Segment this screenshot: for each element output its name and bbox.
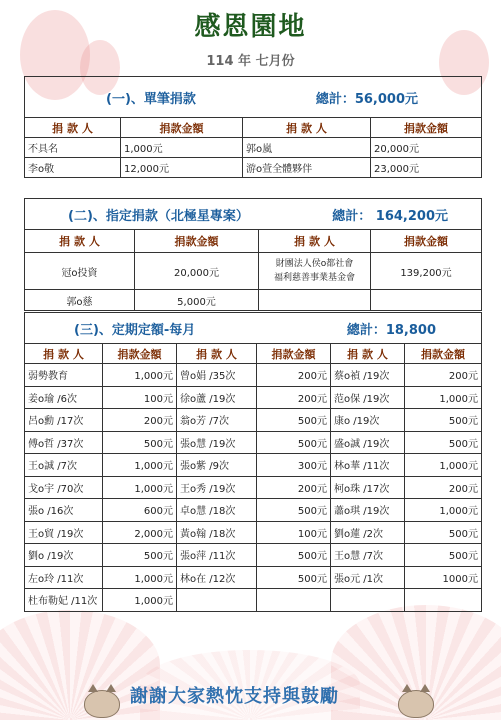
empty-cell (405, 589, 482, 612)
donation-amount: 500元 (405, 409, 482, 432)
donor-name: 呂o勳 /17次 (25, 409, 103, 432)
column-header: 捐 款 人 (25, 118, 121, 138)
column-header: 捐 款 人 (25, 230, 135, 253)
donation-amount: 1,000元 (121, 138, 243, 158)
donation-amount: 1,000元 (405, 499, 482, 522)
donation-amount: 200元 (257, 476, 331, 499)
empty-cell (371, 290, 482, 311)
donor-name: 徐o蘆 /19次 (177, 386, 257, 409)
donation-amount: 500元 (405, 544, 482, 567)
donation-amount: 1,000元 (405, 386, 482, 409)
table-row (25, 386, 482, 409)
column-header: 捐款金額 (371, 118, 482, 138)
table-row (25, 589, 482, 612)
donation-amount: 1,000元 (103, 589, 177, 612)
donation-amount: 1,000元 (405, 454, 482, 477)
section-designated-donations (24, 198, 482, 311)
donor-name: 張o慧 /19次 (177, 431, 257, 454)
donation-amount: 500元 (103, 431, 177, 454)
column-header: 捐款金額 (121, 118, 243, 138)
table-header-row (25, 230, 482, 253)
donation-amount: 200元 (257, 364, 331, 387)
empty-cell (331, 589, 405, 612)
donor-name: 王o誠 /7次 (25, 454, 103, 477)
donor-name: 傅o哲 /37次 (25, 431, 103, 454)
table-row (25, 476, 482, 499)
donation-amount: 1000元 (405, 566, 482, 589)
donor-name: 張o紫 /9次 (177, 454, 257, 477)
donation-amount: 500元 (257, 499, 331, 522)
donor-name: 戈o宇 /70次 (25, 476, 103, 499)
table-row (25, 290, 482, 311)
table-row (25, 521, 482, 544)
donor-name: 張o /16次 (25, 499, 103, 522)
donor-name: 黃o翰 /18次 (177, 521, 257, 544)
donation-amount: 1,000元 (103, 454, 177, 477)
donation-amount: 20,000元 (371, 138, 482, 158)
donor-name: 劉o /19次 (25, 544, 103, 567)
donation-amount: 500元 (257, 566, 331, 589)
donor-name: 不具名 (25, 138, 121, 158)
donation-amount: 500元 (103, 544, 177, 567)
donation-amount: 12,000元 (121, 158, 243, 178)
donor-name: 左o玲 /11次 (25, 566, 103, 589)
table-row (25, 454, 482, 477)
donation-amount: 1,000元 (103, 476, 177, 499)
section-title: (三)、定期定額-每月 (74, 322, 196, 338)
table-row (25, 138, 482, 158)
table-row (25, 253, 482, 290)
donor-name: 冠o投資 (25, 253, 135, 290)
empty-cell (259, 290, 371, 311)
table-row (25, 364, 482, 387)
donor-name: 李o敬 (25, 158, 121, 178)
page-title: 感恩園地 (194, 12, 307, 42)
donation-amount: 200元 (103, 409, 177, 432)
table-header-row (25, 118, 482, 138)
cat-illustration (398, 690, 434, 718)
donor-name: 蔡o禎 /19次 (331, 364, 405, 387)
donor-name: 郭o慈 (25, 290, 135, 311)
donor-name-line: 福利慈善事業基金會 (273, 273, 355, 283)
donor-name: 王o秀 /19次 (177, 476, 257, 499)
donation-amount: 139,200元 (371, 253, 482, 290)
donor-name: 盛o誠 /19次 (331, 431, 405, 454)
donation-amount: 5,000元 (135, 290, 259, 311)
section-total: 總計：56,000元 (315, 91, 418, 107)
donor-name: 康o /19次 (331, 409, 405, 432)
donor-name: 游o萱全體夥伴 (243, 158, 371, 178)
donation-amount: 200元 (257, 386, 331, 409)
donation-amount: 100元 (103, 386, 177, 409)
donation-amount: 500元 (257, 409, 331, 432)
column-header: 捐款金額 (405, 344, 482, 364)
page-subtitle: 114 年 七月份 (206, 54, 295, 69)
donor-name: 翁o芳 /7次 (177, 409, 257, 432)
donation-amount: 2,000元 (103, 521, 177, 544)
table-row (25, 409, 482, 432)
donor-name: 柯o珠 /17次 (331, 476, 405, 499)
column-header: 捐 款 人 (331, 344, 405, 364)
column-header: 捐 款 人 (25, 344, 103, 364)
donor-name-line: 財團法人侯o都社會 (275, 259, 354, 269)
donation-amount: 200元 (405, 476, 482, 499)
table-row (25, 499, 482, 522)
donor-name: 卓o慧 /18次 (177, 499, 257, 522)
donation-amount: 1,000元 (103, 566, 177, 589)
table-row (25, 544, 482, 567)
donor-name (259, 253, 371, 290)
section-single-donations (24, 76, 482, 178)
table-row (25, 431, 482, 454)
column-header: 捐 款 人 (177, 344, 257, 364)
donor-name: 劉o蓮 /2次 (331, 521, 405, 544)
column-header: 捐款金額 (103, 344, 177, 364)
table-row (25, 158, 482, 178)
section-title: (二)、指定捐款（北極星專案） (68, 208, 249, 224)
column-header: 捐 款 人 (243, 118, 371, 138)
table-header-row (25, 344, 482, 364)
section-total: 總計： 164,200元 (332, 208, 448, 224)
footer-banner (0, 676, 501, 720)
donation-amount: 20,000元 (135, 253, 259, 290)
donation-amount: 600元 (103, 499, 177, 522)
column-header: 捐款金額 (135, 230, 259, 253)
section-monthly-donations (24, 312, 482, 612)
section-title: (一)、單筆捐款 (106, 91, 196, 107)
donor-name: 王o貿 /19次 (25, 521, 103, 544)
donation-amount: 100元 (257, 521, 331, 544)
donation-amount: 500元 (257, 431, 331, 454)
donor-name: 王o慧 /7次 (331, 544, 405, 567)
empty-cell (177, 589, 257, 612)
donor-name: 張o元 /1次 (331, 566, 405, 589)
donation-amount: 23,000元 (371, 158, 482, 178)
donation-amount: 500元 (257, 544, 331, 567)
donor-name: 曾o娟 /35次 (177, 364, 257, 387)
donor-name: 張o萍 /11次 (177, 544, 257, 567)
donor-name: 弱勢教育 (25, 364, 103, 387)
donor-name: 林o華 /11次 (331, 454, 405, 477)
thank-you-message: 謝謝大家熱忱支持與鼓勵 (130, 686, 339, 707)
column-header: 捐款金額 (371, 230, 482, 253)
donation-amount: 500元 (405, 431, 482, 454)
donor-name: 蕭o琪 /19次 (331, 499, 405, 522)
table-row (25, 566, 482, 589)
empty-cell (257, 589, 331, 612)
cat-illustration (84, 690, 120, 718)
column-header: 捐款金額 (257, 344, 331, 364)
donation-amount: 500元 (405, 521, 482, 544)
donation-amount: 1,000元 (103, 364, 177, 387)
donor-name: 范o保 /19次 (331, 386, 405, 409)
donor-name: 姜o瑜 /6次 (25, 386, 103, 409)
donor-name: 林o在 /12次 (177, 566, 257, 589)
column-header: 捐 款 人 (259, 230, 371, 253)
donation-amount: 300元 (257, 454, 331, 477)
section-total: 總計：18,800 (346, 322, 436, 338)
donor-name: 郭o嵐 (243, 138, 371, 158)
donor-name: 杜布勒妃 /11次 (25, 589, 103, 612)
donation-amount: 200元 (405, 364, 482, 387)
